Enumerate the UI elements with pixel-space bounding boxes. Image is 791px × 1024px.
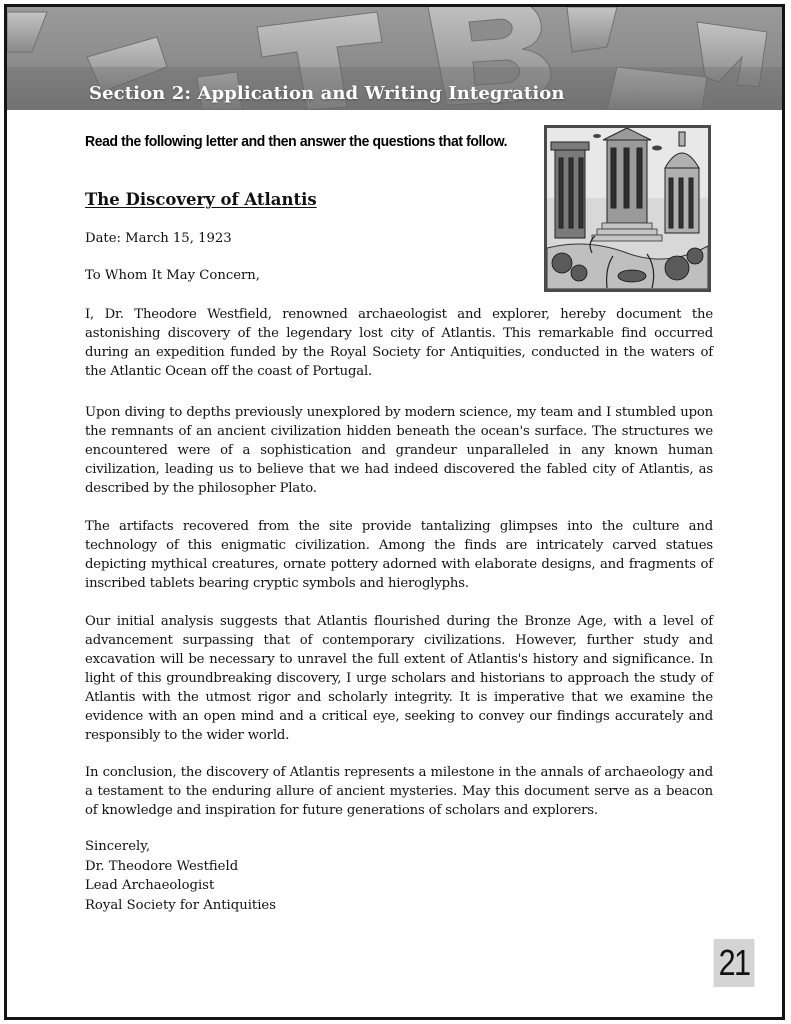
letter-paragraph-3: The artifacts recovered from the site provide tantalizing glimpses into the culture and technology of this enigmatic civilization. Among the finds are intricately carved statues depicting mythical creatures, ornate pottery adorned with elaborate designs, and fragments of inscribed tablets bearing cryptic symbols and hieroglyphs. [85,519,713,591]
valediction: Sincerely, [85,839,151,854]
signer-organization: Royal Society for Antiquities [85,897,277,913]
letter-salutation: To Whom It May Concern, [85,268,260,283]
letter-paragraph-4: Our initial analysis suggests that Atlantis flourished during the Bronze Age, with a level of advancement surpassing that of contemporary civilizations. However, further study and excavation will be necessary to unravel the full extent of Atlantis's history and significance. In light of this groundbreaking discovery, I urge scholars and historians to approach the study of Atlantis with the utmost rigor and scholarly integrity. It is imperative that we examine the evidence with an open mind and a critical eye, seeking to convey our findings accurately and responsibly to the wider world. [85,614,713,743]
header-banner [7,7,782,110]
letter-date: Date: March 15, 1923 [85,231,232,246]
letter-title: The Discovery of Atlantis [85,190,317,209]
signer-name: Dr. Theodore Westfield [85,858,239,874]
signer-role: Lead Archaeologist [85,878,215,893]
atlantis-ruins-illustration-icon [544,125,711,292]
section-title: Section 2: Application and Writing Integration [89,83,565,104]
page [4,4,785,1020]
letter-paragraph-1: I, Dr. Theodore Westfield, renowned archaeologist and explorer, hereby document the astonishing discovery of the legendary lost city of Atlantis. This remarkable find occurred during an expedition funded by the Royal Society for Antiquities, conducted in the waters of the Atlantic Ocean off the coast of Portugal. [85,307,713,379]
instruction-text: Read the following letter and then answer the questions that follow. [85,133,508,150]
letter-paragraph-2: Upon diving to depths previously unexplored by modern science, my team and I stumbled upon the remnants of an ancient civilization hidden beneath the ocean's surface. The structures we encountered were of a sophistication and grandeur unparalleled in any known human civilization, leading us to believe that we had indeed discovered the fabled city of Atlantis, as described by the philosopher Plato. [85,405,713,496]
letter-paragraph-5: In conclusion, the discovery of Atlantis represents a milestone in the annals of archaeology and a testament to the enduring allure of ancient mysteries. May this document serve as a beacon of knowledge and inspiration for future generations of scholars and explorers. [85,765,713,818]
letter-closing [85,837,276,915]
page-number: 21 [714,939,755,987]
